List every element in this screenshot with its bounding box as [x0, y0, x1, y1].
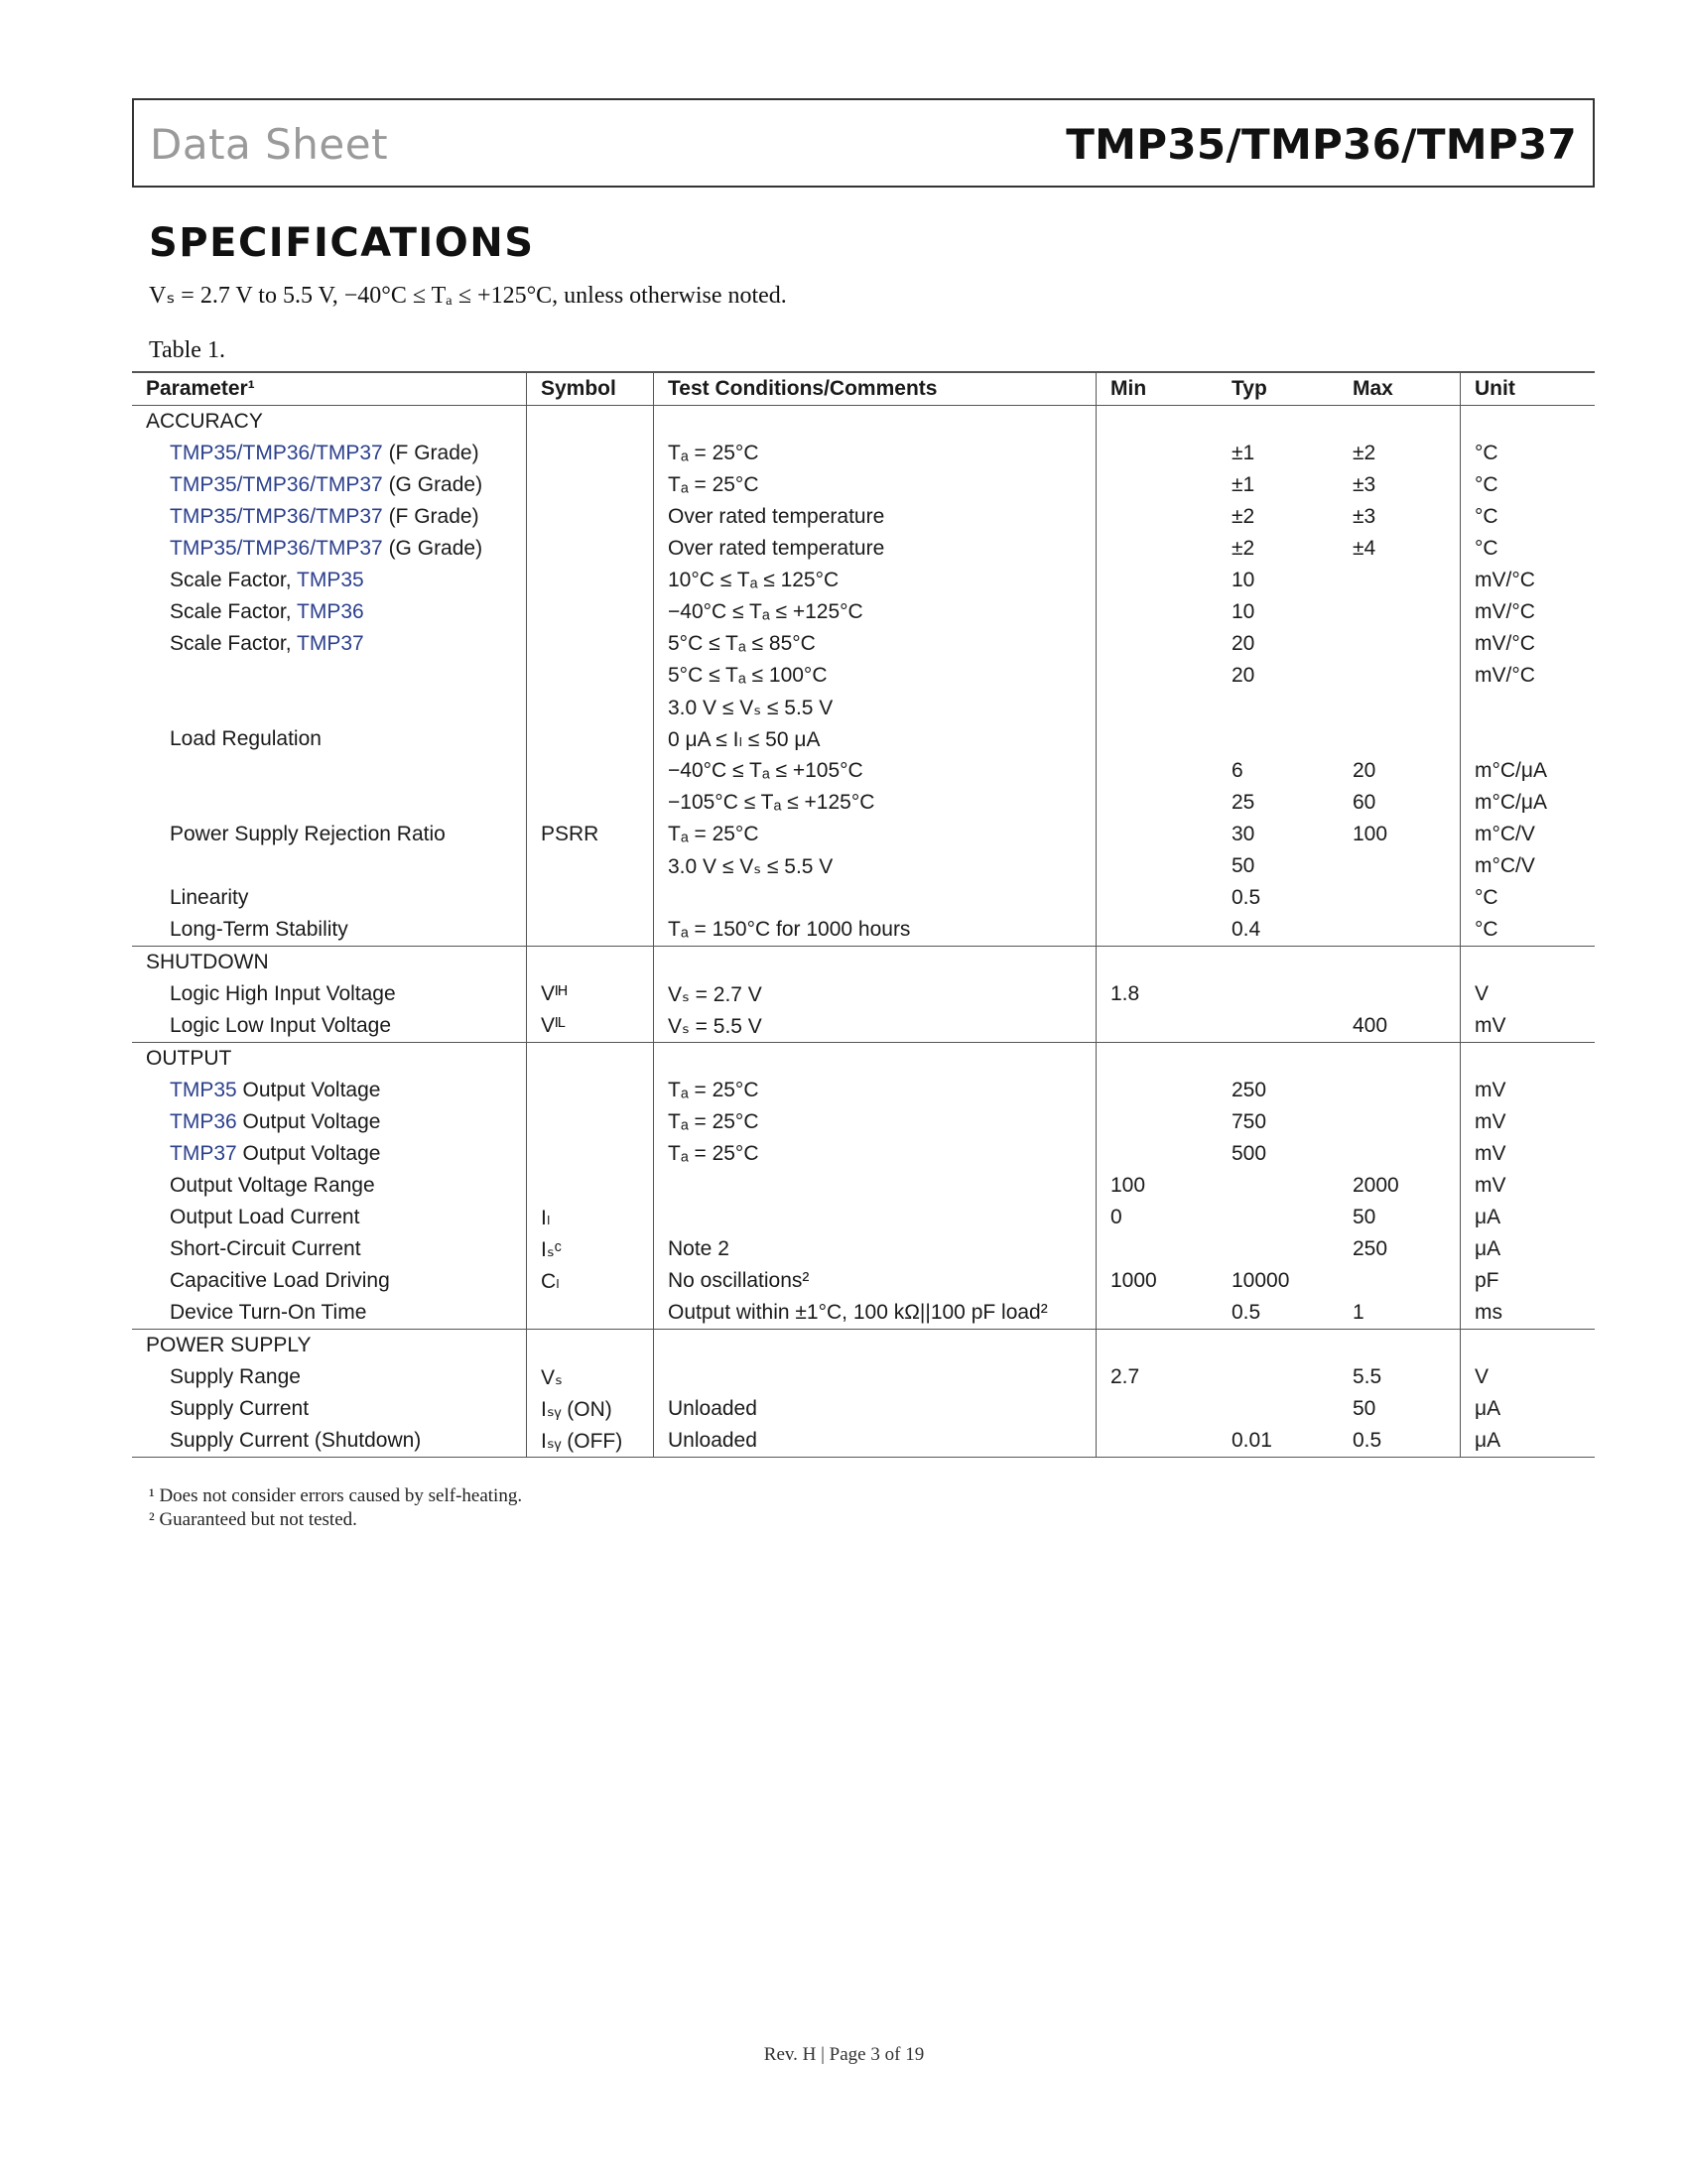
table-row [132, 787, 1595, 819]
condition-cell: No oscillations² [654, 1265, 1097, 1297]
parameter-cell: Scale Factor, TMP37 [132, 628, 527, 660]
parameter-cell: Scale Factor, TMP35 [132, 565, 527, 596]
typ-cell: ±2 [1232, 505, 1255, 528]
symbol-cell: Iₛᵧ (OFF) [527, 1425, 654, 1458]
condition-cell: Output within ±1°C, 100 kΩ||100 pF load² [654, 1297, 1097, 1330]
typ-cell: 500 [1232, 1142, 1267, 1165]
typ-cell: 0.5 [1232, 886, 1261, 909]
unit-cell: °C [1475, 473, 1498, 496]
parameter-cell: Logic Low Input Voltage [132, 1010, 527, 1043]
condition-cell: Tₐ = 25°C [654, 1075, 1097, 1106]
parameter-cell: TMP35/TMP36/TMP37 (F Grade) [132, 438, 527, 469]
col-min: Min [1110, 377, 1147, 400]
condition-cell: 3.0 V ≤ Vₛ ≤ 5.5 V [654, 850, 1097, 882]
unit-cell: °C [1475, 505, 1498, 528]
condition-cell: Vₛ = 5.5 V [654, 1010, 1097, 1043]
condition-cell: Tₐ = 150°C for 1000 hours [654, 914, 1097, 947]
parameter-cell: Supply Current [132, 1393, 527, 1425]
part-link[interactable]: TMP35/TMP36/TMP37 [170, 473, 383, 496]
parameter-cell: TMP37 Output Voltage [132, 1138, 527, 1170]
condition-cell: Tₐ = 25°C [654, 1106, 1097, 1138]
max-cell: ±3 [1339, 469, 1461, 501]
table-row [132, 628, 1595, 660]
max-cell: 60 [1339, 787, 1461, 819]
condition-cell: Over rated temperature [654, 533, 1097, 565]
parameter-cell: TMP35/TMP36/TMP37 (F Grade) [132, 501, 527, 533]
parameter-cell: Linearity [132, 882, 527, 914]
part-link[interactable]: TMP37 [297, 632, 364, 655]
table-row [132, 1202, 1595, 1233]
typ-cell: 10000 [1232, 1269, 1290, 1292]
part-link[interactable]: TMP35 [170, 1079, 237, 1101]
condition-cell: 0 μA ≤ Iₗ ≤ 50 μA [654, 723, 1097, 755]
condition-cell: 5°C ≤ Tₐ ≤ 100°C [654, 660, 1097, 692]
unit-cell: m°C/μA [1475, 791, 1547, 814]
footnotes [149, 1484, 522, 1532]
symbol-cell: Iₗ [527, 1202, 654, 1233]
max-cell: 400 [1339, 1010, 1461, 1043]
typ-cell: 50 [1232, 854, 1255, 877]
table-row [132, 1106, 1595, 1138]
condition-cell: Tₐ = 25°C [654, 1138, 1097, 1170]
table-row [132, 914, 1595, 947]
part-link[interactable]: TMP36 [297, 600, 364, 623]
unit-cell: mV/°C [1475, 664, 1535, 687]
typ-cell: 0.4 [1232, 918, 1261, 941]
unit-cell: m°C/μA [1475, 759, 1547, 782]
typ-cell: 20 [1232, 664, 1255, 687]
max-cell: 250 [1339, 1233, 1461, 1265]
table-row [132, 1010, 1595, 1043]
table-row [132, 596, 1595, 628]
typ-cell: 0.5 [1232, 1301, 1261, 1324]
typ-cell: 10 [1232, 600, 1255, 623]
min-cell: 0 [1110, 1206, 1122, 1228]
max-cell: 2000 [1339, 1170, 1461, 1202]
table-row [132, 533, 1595, 565]
spec-table [132, 371, 1595, 1458]
typ-cell: 20 [1232, 632, 1255, 655]
table-row [132, 1393, 1595, 1425]
unit-cell: mV/°C [1475, 632, 1535, 655]
parameter-cell: TMP36 Output Voltage [132, 1106, 527, 1138]
unit-cell: V [1475, 1365, 1490, 1388]
typ-cell: 750 [1232, 1110, 1267, 1133]
condition-cell: −105°C ≤ Tₐ ≤ +125°C [654, 787, 1097, 819]
min-cell: 1000 [1110, 1269, 1157, 1292]
parameter-cell: Output Load Current [132, 1202, 527, 1233]
condition-cell: 5°C ≤ Tₐ ≤ 85°C [654, 628, 1097, 660]
parameter-cell: Output Voltage Range [132, 1170, 527, 1202]
unit-cell: ms [1475, 1301, 1502, 1324]
symbol-cell: Iₛᵧ (ON) [527, 1393, 654, 1425]
col-unit: Unit [1475, 377, 1515, 400]
section-label: POWER SUPPLY [132, 1330, 527, 1362]
section-label: SHUTDOWN [132, 947, 527, 979]
table-row [132, 882, 1595, 914]
max-cell: 0.5 [1339, 1425, 1461, 1458]
unit-cell: mV/°C [1475, 569, 1535, 591]
max-cell: ±3 [1339, 501, 1461, 533]
table-row [132, 1138, 1595, 1170]
part-link[interactable]: TMP37 [170, 1142, 237, 1165]
condition-cell: Over rated temperature [654, 501, 1097, 533]
symbol-cell: Vᴵᴸ [527, 1010, 654, 1043]
col-conditions: Test Conditions/Comments [654, 372, 1097, 406]
table-row [132, 1297, 1595, 1330]
condition-cell: Tₐ = 25°C [654, 469, 1097, 501]
unit-cell: °C [1475, 918, 1498, 941]
footnote-2: ² Guaranteed but not tested. [149, 1509, 357, 1530]
header-doc-type: Data Sheet [150, 120, 389, 169]
section-label: OUTPUT [132, 1043, 527, 1076]
condition-cell: Unloaded [654, 1425, 1097, 1458]
symbol-cell: Iₛᶜ [527, 1233, 654, 1265]
table-row [132, 469, 1595, 501]
min-cell: 100 [1110, 1174, 1146, 1197]
condition-cell: −40°C ≤ Tₐ ≤ +105°C [654, 755, 1097, 787]
table-row [132, 1265, 1595, 1297]
typ-cell: ±2 [1232, 537, 1255, 560]
section-label: ACCURACY [132, 406, 527, 439]
table-row [132, 565, 1595, 596]
table-row [132, 819, 1595, 850]
table-row [132, 1361, 1595, 1393]
table-row [132, 501, 1595, 533]
typ-cell: 6 [1232, 759, 1243, 782]
min-cell: 1.8 [1110, 982, 1140, 1005]
unit-cell: mV [1475, 1110, 1506, 1133]
unit-cell: °C [1475, 442, 1498, 464]
unit-cell: μA [1475, 1397, 1501, 1420]
col-max: Max [1339, 372, 1461, 406]
col-symbol: Symbol [527, 372, 654, 406]
max-cell: 50 [1339, 1393, 1461, 1425]
typ-cell: 25 [1232, 791, 1255, 814]
symbol-cell: Vₛ [527, 1361, 654, 1393]
condition-cell: Tₐ = 25°C [654, 819, 1097, 850]
table-row [132, 723, 1595, 755]
parameter-cell: Device Turn-On Time [132, 1297, 527, 1330]
condition-cell: 3.0 V ≤ Vₛ ≤ 5.5 V [654, 692, 1097, 723]
condition-cell: Vₛ = 2.7 V [654, 978, 1097, 1010]
unit-cell: mV [1475, 1014, 1506, 1037]
col-typ: Typ [1232, 377, 1267, 400]
parameter-cell: Power Supply Rejection Ratio [132, 819, 527, 850]
table-row [132, 1075, 1595, 1106]
part-link[interactable]: TMP35/TMP36/TMP37 [170, 537, 383, 560]
unit-cell: pF [1475, 1269, 1499, 1292]
parameter-cell: Scale Factor, TMP36 [132, 596, 527, 628]
unit-cell: mV/°C [1475, 600, 1535, 623]
unit-cell: mV [1475, 1079, 1506, 1101]
page-header [132, 98, 1595, 188]
table-row [132, 850, 1595, 882]
table-caption: Table 1. [149, 337, 225, 363]
table-row [132, 660, 1595, 692]
max-cell: ±2 [1339, 438, 1461, 469]
unit-cell: m°C/V [1475, 854, 1535, 877]
parameter-cell: Long-Term Stability [132, 914, 527, 947]
unit-cell: °C [1475, 537, 1498, 560]
parameter-cell: TMP35/TMP36/TMP37 (G Grade) [132, 469, 527, 501]
parameter-cell: Capacitive Load Driving [132, 1265, 527, 1297]
symbol-cell: PSRR [527, 819, 654, 850]
condition-cell: −40°C ≤ Tₐ ≤ +125°C [654, 596, 1097, 628]
max-cell: 1 [1339, 1297, 1461, 1330]
typ-cell: 10 [1232, 569, 1255, 591]
unit-cell: μA [1475, 1206, 1501, 1228]
section-row-output [132, 1043, 1595, 1076]
typ-cell: 0.01 [1232, 1429, 1272, 1452]
unit-cell: μA [1475, 1237, 1501, 1260]
symbol-cell: Cₗ [527, 1265, 654, 1297]
parameter-cell: Supply Current (Shutdown) [132, 1425, 527, 1458]
table-row [132, 692, 1595, 723]
table-row [132, 978, 1595, 1010]
unit-cell: °C [1475, 886, 1498, 909]
condition-cell: 10°C ≤ Tₐ ≤ 125°C [654, 565, 1097, 596]
table-row [132, 1233, 1595, 1265]
spec-conditions: Vₛ = 2.7 V to 5.5 V, −40°C ≤ Tₐ ≤ +125°C, unless otherwise noted. [149, 283, 787, 309]
part-link[interactable]: TMP36 [170, 1110, 237, 1133]
table-row [132, 438, 1595, 469]
unit-cell: V [1475, 982, 1490, 1005]
typ-cell: 30 [1232, 823, 1255, 845]
typ-cell: ±1 [1232, 442, 1255, 464]
typ-cell: ±1 [1232, 473, 1255, 496]
parameter-cell: TMP35/TMP36/TMP37 (G Grade) [132, 533, 527, 565]
parameter-cell: Load Regulation [132, 723, 527, 755]
section-title: SPECIFICATIONS [149, 220, 535, 266]
condition-cell: Tₐ = 25°C [654, 438, 1097, 469]
part-link[interactable]: TMP35/TMP36/TMP37 [170, 442, 383, 464]
table-header-row [132, 372, 1595, 406]
section-row-accuracy [132, 406, 1595, 439]
parameter-cell: Short-Circuit Current [132, 1233, 527, 1265]
condition-cell: Unloaded [654, 1393, 1097, 1425]
section-row-shutdown [132, 947, 1595, 979]
symbol-cell: Vᴵᴴ [527, 978, 654, 1010]
part-link[interactable]: TMP35/TMP36/TMP37 [170, 505, 383, 528]
parameter-cell: TMP35 Output Voltage [132, 1075, 527, 1106]
parameter-cell: Supply Range [132, 1361, 527, 1393]
max-cell: ±4 [1339, 533, 1461, 565]
table-row [132, 1425, 1595, 1458]
unit-cell: μA [1475, 1429, 1501, 1452]
header-part-number: TMP35/TMP36/TMP37 [1066, 120, 1577, 169]
table-row [132, 1170, 1595, 1202]
max-cell: 100 [1339, 819, 1461, 850]
parameter-cell: Logic High Input Voltage [132, 978, 527, 1010]
unit-cell: m°C/V [1475, 823, 1535, 845]
footnote-1: ¹ Does not consider errors caused by self-heating. [149, 1485, 523, 1506]
typ-cell: 250 [1232, 1079, 1267, 1101]
unit-cell: mV [1475, 1142, 1506, 1165]
section-row-power-supply [132, 1330, 1595, 1362]
min-cell: 2.7 [1110, 1365, 1140, 1388]
page-footer: Rev. H | Page 3 of 19 [763, 2044, 925, 2065]
max-cell: 5.5 [1339, 1361, 1461, 1393]
table-row [132, 755, 1595, 787]
condition-cell: Note 2 [654, 1233, 1097, 1265]
unit-cell: mV [1475, 1174, 1506, 1197]
max-cell: 50 [1339, 1202, 1461, 1233]
max-cell: 20 [1339, 755, 1461, 787]
col-parameter: Parameter¹ [132, 372, 527, 406]
part-link[interactable]: TMP35 [297, 569, 364, 591]
